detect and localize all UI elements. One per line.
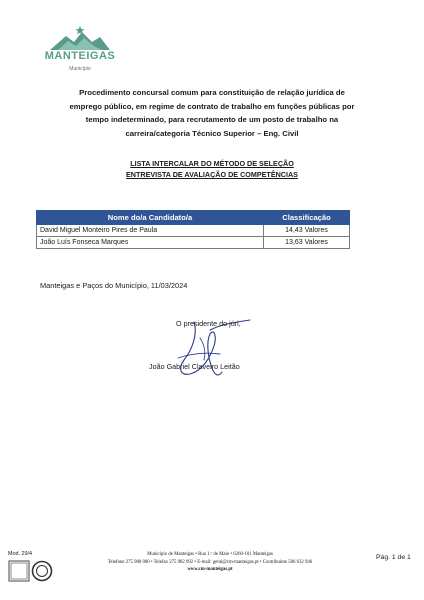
signatory-name: João Gabriel Claveiro Leitão	[149, 362, 240, 371]
form-model-number: Mod. 29/4	[8, 551, 32, 557]
list-heading	[40, 158, 384, 180]
title-line: emprego público, em regime de contrato de trabalho em funções públicas por	[69, 101, 355, 111]
jury-president-label: O presidente do júri,	[176, 319, 241, 328]
list-heading-line1: LISTA INTERCALAR DO MÉTODO DE SELEÇÃO	[130, 159, 294, 168]
footer-address: Município de Manteigas • Rua 1.º de Maio • 6260-101 Manteigas	[147, 552, 273, 557]
footer-website-link[interactable]: www.cm-manteigas.pt	[187, 567, 233, 573]
column-header-score: Classificação	[264, 211, 350, 225]
title-line: tempo indeterminado, para recrutamento de um posto de trabalho na	[85, 115, 339, 124]
logo-wordmark: MANTEIGAS	[44, 50, 116, 62]
results-table	[36, 210, 350, 249]
manteigas-logo	[44, 26, 116, 82]
logo-subtext: Município	[69, 66, 91, 72]
column-header-name: Nome do/a Candidato/a	[37, 211, 264, 225]
certification-seals-icon	[8, 560, 56, 582]
title-line: Procedimento concursal comum para constituição de relação jurídica de	[79, 88, 345, 97]
candidate-name: David Miguel Monteiro Pires de Paula	[37, 225, 264, 237]
list-heading-line2: ENTREVISTA DE AVALIAÇÃO DE COMPETÊNCIAS	[126, 170, 298, 179]
footer-contact-line: Telefone 275 980 000 • Telefax 275 982 092 • E-mail: geral@cm-manteigas.pt • Contribuinte 506 632 946	[107, 559, 313, 565]
place-date: Manteigas e Paços do Município, 11/03/2024	[40, 281, 188, 290]
footer-contacts	[70, 551, 350, 574]
page-number: Pág. 1 de 1	[376, 554, 411, 561]
table-row	[37, 225, 350, 237]
candidate-score: 14,43 Valores	[264, 225, 350, 237]
title-line: carreira/categoria Técnico Superior – Eng. Civil	[125, 128, 299, 138]
table-row	[37, 237, 350, 249]
table-header-row	[37, 211, 350, 225]
candidate-name: João Luís Fonseca Marques	[37, 237, 264, 249]
footer-certification	[8, 551, 56, 587]
candidate-score: 13,63 Valores	[264, 237, 350, 249]
mountain-star-icon	[44, 26, 116, 52]
document-title	[36, 86, 388, 140]
